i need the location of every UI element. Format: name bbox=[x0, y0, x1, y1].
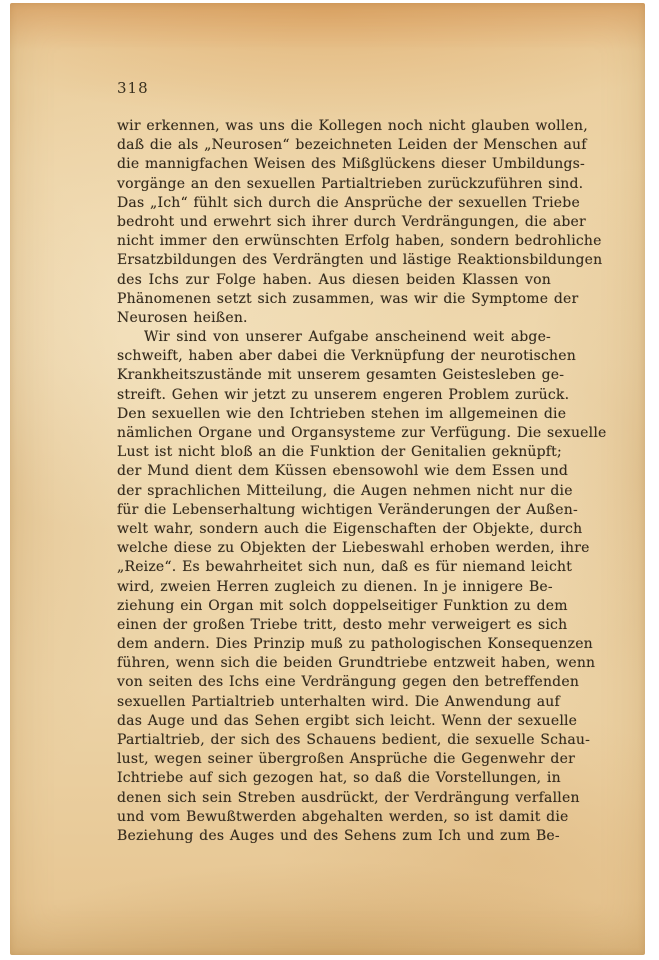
text-line: der sprachlichen Mitteilung, die Augen nehmen nicht nur die bbox=[117, 482, 573, 499]
text-line: Partialtrieb, der sich des Schauens bedient, die sexuelle Schau- bbox=[117, 732, 591, 748]
text-line: dem andern. Dies Prinzip muß zu pathologischen Konsequenzen bbox=[117, 636, 593, 653]
body-text-block bbox=[117, 117, 607, 846]
text-line-paragraph-end: Neurosen heißen. bbox=[117, 309, 248, 326]
text-line: führen, wenn sich die beiden Grundtriebe entzweit haben, wenn bbox=[117, 655, 596, 672]
text-line: das Auge und das Sehen ergibt sich leicht. Wenn der sexuelle bbox=[117, 712, 578, 729]
text-line: einen der großen Triebe tritt, desto mehr verweigert es sich bbox=[117, 616, 568, 633]
text-line: der Mund dient dem Küssen ebensowohl wie dem Essen und bbox=[117, 463, 569, 480]
text-line: nämlichen Organe und Organsysteme zur Verfügung. Die sexuelle bbox=[117, 425, 607, 441]
text-line: die mannigfachen Weisen des Mißglückens dieser Umbildungs- bbox=[117, 156, 585, 173]
text-line: vorgänge an den sexuellen Partialtrieben zurückzuführen sind. bbox=[117, 175, 584, 192]
text-line: Ichtriebe auf sich gezogen hat, so daß die Vorstellungen, in bbox=[117, 770, 561, 787]
text-line: für die Lebenserhaltung wichtigen Veränderungen der Außen- bbox=[117, 501, 578, 518]
text-line: schweift, haben aber dabei die Verknüpfung der neurotischen bbox=[117, 348, 576, 365]
text-line: ziehung ein Organ mit solch doppelseitiger Funktion zu dem bbox=[117, 597, 568, 614]
text-line: welt wahr, sondern auch die Eigenschaften der Objekte, durch bbox=[117, 520, 583, 537]
text-line: lust, wegen seiner übergroßen Ansprüche die Gegenwehr der bbox=[117, 751, 575, 768]
text-line: wird, zweien Herren zugleich zu dienen. In je innigere Be- bbox=[117, 578, 553, 595]
text-line: Phänomenen setzt sich zusammen, was wir die Symptome der bbox=[117, 290, 579, 307]
text-line: von seiten des Ichs eine Verdrängung gegen den betreffenden bbox=[117, 674, 580, 691]
paper-sheet bbox=[10, 3, 645, 955]
text-line-paragraph-start: Wir sind von unserer Aufgabe anscheinend weit abge- bbox=[144, 329, 551, 346]
text-line: welche diese zu Objekten der Liebeswahl erhoben werden, ihre bbox=[117, 540, 590, 557]
text-line: Beziehung des Auges und des Sehens zum Ich und zum Be- bbox=[117, 827, 560, 844]
text-line: Krankheitszustände mit unserem gesamten Geistesleben ge- bbox=[117, 367, 565, 384]
page-number: 318 bbox=[117, 79, 149, 97]
text-line: Lust ist nicht bloß an die Funktion der Genitalien geknüpft; bbox=[117, 444, 562, 461]
text-line: und vom Bewußtwerden abgehalten werden, so ist damit die bbox=[117, 808, 569, 825]
text-line: des Ichs zur Folge haben. Aus diesen beiden Klassen von bbox=[117, 271, 551, 288]
text-line: Ersatzbildungen des Verdrängten und lästige Reaktionsbildungen bbox=[117, 252, 603, 269]
text-line: daß die als „Neurosen“ bezeichneten Leiden der Menschen auf bbox=[117, 137, 587, 154]
text-line: „Reize“. Es bewahrheitet sich nun, daß es für niemand leicht bbox=[117, 559, 573, 576]
text-line: Den sexuellen wie den Ichtrieben stehen im allgemeinen die bbox=[117, 405, 567, 422]
text-line: denen sich sein Streben ausdrückt, der Verdrängung verfallen bbox=[117, 789, 580, 806]
text-line: sexuellen Partialtrieb unterhalten wird. Die Anwendung auf bbox=[117, 693, 560, 710]
text-line: Das „Ich“ fühlt sich durch die Ansprüche der sexuellen Triebe bbox=[117, 194, 580, 211]
text-line: wir erkennen, was uns die Kollegen noch nicht glauben wollen, bbox=[117, 118, 588, 134]
text-line: streift. Gehen wir jetzt zu unserem engeren Problem zurück. bbox=[117, 386, 570, 403]
text-line: nicht immer den erwünschten Erfolg haben, sondern bedrohliche bbox=[117, 233, 602, 250]
text-line: bedroht und erwehrt sich ihrer durch Verdrängungen, die aber bbox=[117, 213, 586, 230]
